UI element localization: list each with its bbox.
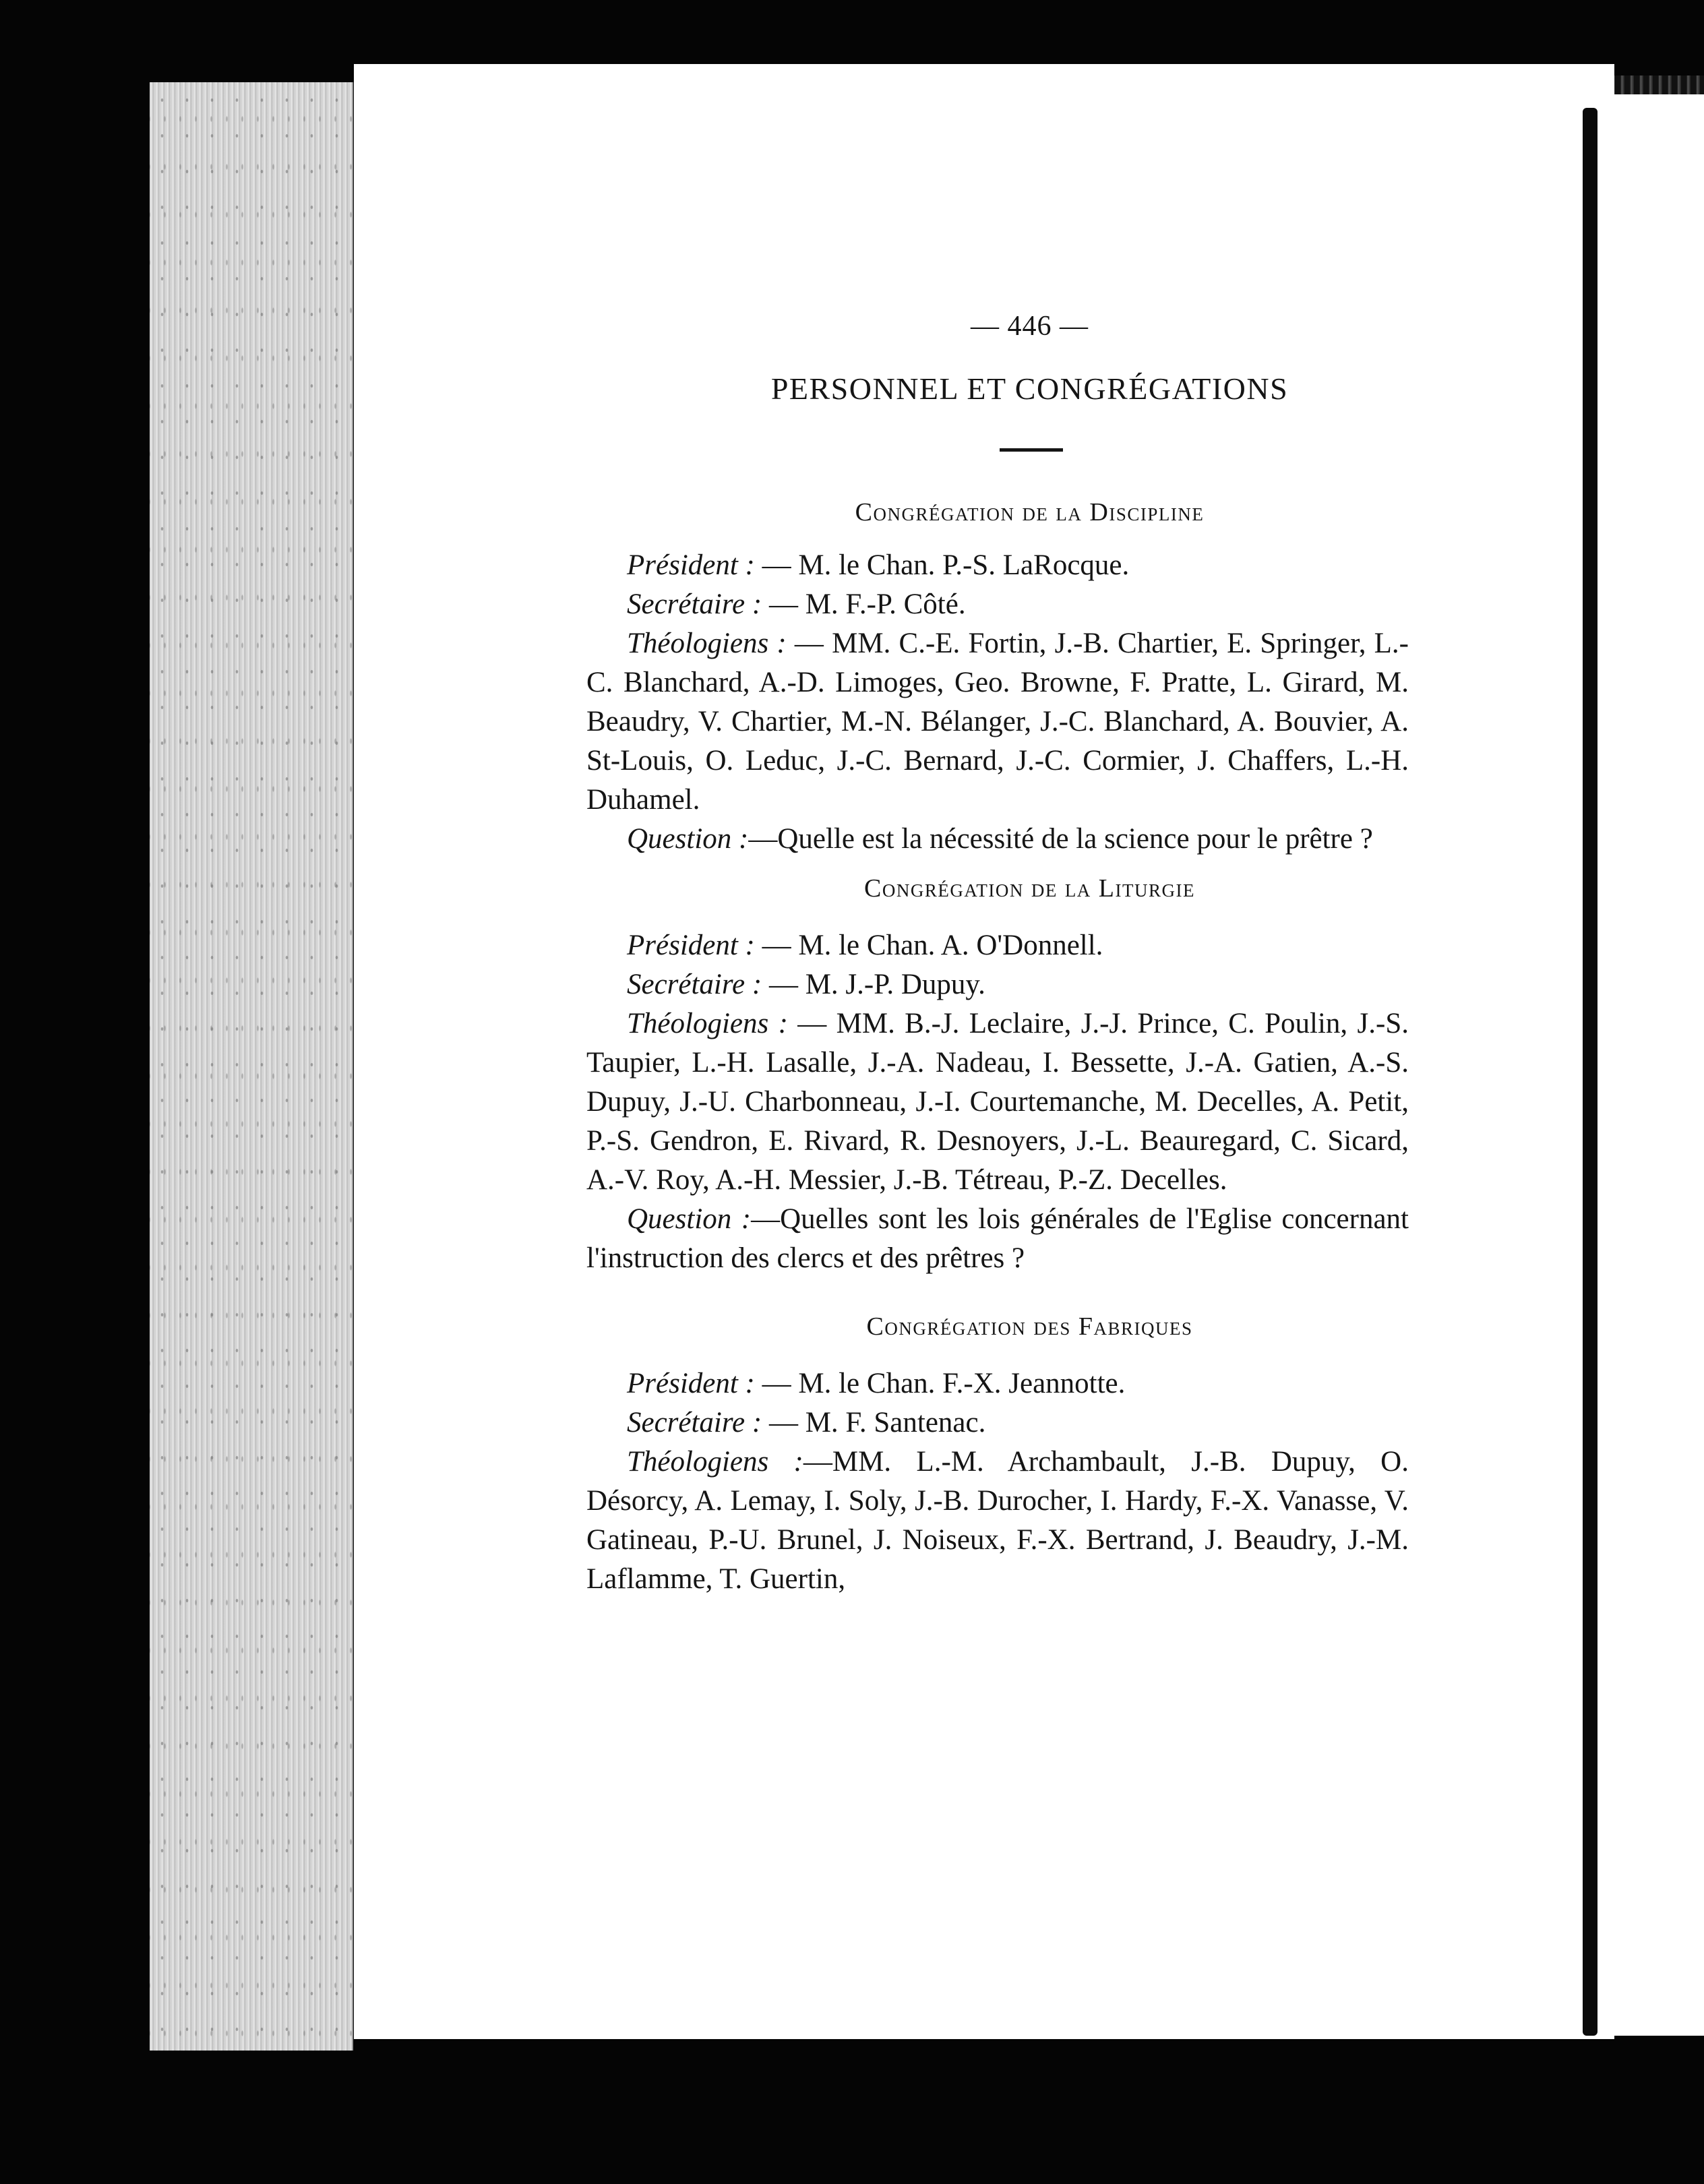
title-divider [1000, 448, 1063, 452]
book-gutter [1583, 108, 1598, 2036]
president-label: Président : [627, 1368, 755, 1399]
page-content [586, 310, 1409, 1599]
section-liturgie [586, 874, 1409, 1278]
facing-page [1598, 94, 1704, 2036]
page-number: — 446 — [971, 311, 1089, 342]
theologians-entry [586, 1443, 1409, 1599]
secretary-entry [586, 585, 1409, 624]
section-fabriques [586, 1312, 1409, 1599]
section-discipline [586, 497, 1409, 859]
section-entries [586, 546, 1409, 859]
president-entry [586, 1364, 1409, 1403]
secretary-value: — M. F. Santenac. [762, 1407, 986, 1438]
secretary-entry [586, 1403, 1409, 1443]
president-value: — M. le Chan. A. O'Donnell. [754, 930, 1103, 961]
question-entry [586, 1200, 1409, 1278]
question-value: —Quelle est la nécessité de la science pour le prêtre ? [748, 823, 1373, 855]
secretary-label: Secrétaire : [627, 588, 762, 620]
question-value: —Quelles sont les lois générales de l'Eglise concernant l'instruction des clercs et des prêtres ? [586, 1203, 1409, 1274]
president-value: — M. le Chan. F.-X. Jeannotte. [754, 1368, 1126, 1399]
theologians-label: Théologiens : [627, 1446, 803, 1478]
section-entries [586, 926, 1409, 1278]
section-heading: Congrégation des Fabriques [866, 1312, 1193, 1341]
theologians-label: Théologiens : [627, 628, 787, 659]
theologians-value: — MM. B.-J. Leclaire, J.-J. Prince, C. Poulin, J.-S. Taupier, L.-H. Lasalle, J.-A. Nadeau, I. Bessette, J.-A. Gatien, A.-S. Dupuy, J.-U. Charbonneau, J.-I. Courtemanche, M. Decelles, A. Petit, P.-S. Gendron, E. Rivard, R. Desnoyers, J.-L. Beauregard, C. Sicard, A.-V. Roy, A.-H. Messier, J.-B. Tétreau, P.-Z. Decelles. [586, 1008, 1409, 1196]
theologians-label: Théologiens : [627, 1008, 788, 1039]
theologians-value: —MM. L.-M. Archambault, J.-B. Dupuy, O. Désorcy, A. Lemay, I. Soly, J.-B. Durocher, I. Hardy, F.-X. Vanasse, V. Gatineau, P.-U. Brunel, J. Noiseux, F.-X. Bertrand, J. Beaudry, J.-M. Laflamme, T. Guertin, [586, 1446, 1409, 1595]
secretary-label: Secrétaire : [627, 1407, 762, 1438]
question-label: Question : [627, 823, 749, 855]
section-entries [586, 1364, 1409, 1599]
secretary-value: — M. F.-P. Côté. [762, 588, 966, 620]
secretary-label: Secrétaire : [627, 969, 762, 1000]
president-value: — M. le Chan. P.-S. LaRocque. [754, 549, 1130, 581]
section-heading: Congrégation de la Liturgie [864, 874, 1195, 903]
page-title: PERSONNEL ET CONGRÉGATIONS [770, 371, 1289, 406]
president-label: Président : [627, 930, 755, 961]
book-page-edges-texture-2 [150, 82, 352, 2051]
theologians-value: — MM. C.-E. Fortin, J.-B. Chartier, E. Springer, L.-C. Blanchard, A.-D. Limoges, Geo. Browne, F. Pratte, L. Girard, M. Beaudry, V. Chartier, M.-N. Bélanger, J.-C. Blanchard, A. Bouvier, A. St-Louis, O. Leduc, J.-C. Bernard, J.-C. Cormier, J. Chaffers, L.-H. Duhamel. [586, 628, 1409, 816]
theologians-entry [586, 624, 1409, 820]
president-entry [586, 546, 1409, 585]
question-entry [586, 820, 1409, 859]
question-label: Question : [627, 1203, 752, 1235]
theologians-entry [586, 1004, 1409, 1200]
president-entry [586, 926, 1409, 965]
president-label: Président : [627, 549, 755, 581]
section-heading: Congrégation de la Discipline [855, 498, 1205, 526]
secretary-value: — M. J.-P. Dupuy. [762, 969, 985, 1000]
secretary-entry [586, 965, 1409, 1004]
